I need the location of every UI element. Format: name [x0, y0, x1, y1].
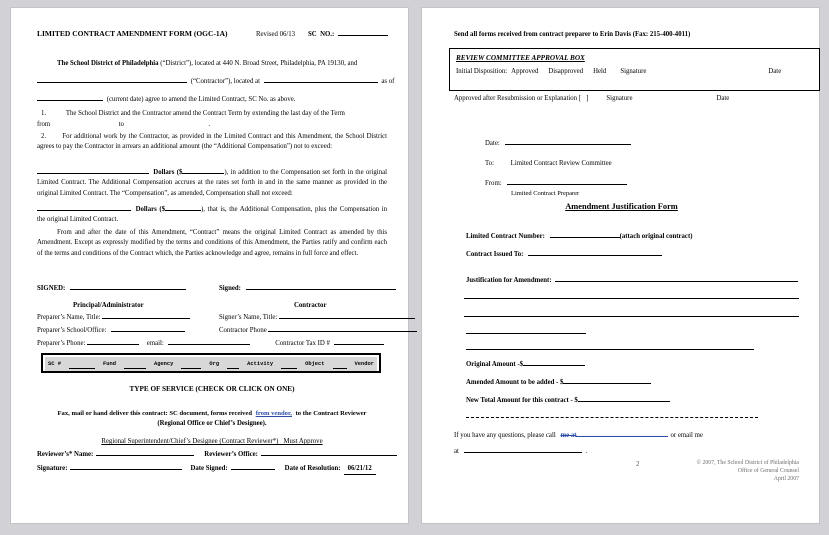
date-resolution-label: Date of Resolution: [284, 465, 341, 472]
questions-text-pre: If you have any questions, please call [454, 432, 556, 439]
dollars2-label: Dollars ($ [135, 206, 166, 213]
term-from-blank[interactable] [55, 125, 117, 126]
date-resolution-value: 06/21/12 [344, 464, 376, 475]
preparer-school-label: Preparer’s School/Office: [37, 327, 107, 334]
ratify-paragraph: From and after the date of this Amendment, “Contract” means the original Limited Contract as amended by this Amendment. Except as expressly modified by the terms and conditions of this Amendment, the Parties ratify and confirm each of the terms and conditions of the Contract which, the Parties acknowledge and agree, remains in full force and effect. [37, 229, 387, 257]
footer-office: Office of General Counsel [737, 468, 799, 475]
preparer-phone-blank[interactable] [87, 344, 139, 345]
review-signature-label: Signature [620, 68, 647, 76]
contractor-address-blank[interactable] [264, 82, 378, 83]
type-of-service-heading: TYPE OF SERVICE (CHECK OR CLICK ON ONE) [129, 385, 295, 393]
initial-disposition-label: Initial Disposition: [456, 68, 508, 76]
reviewer-signature-blank[interactable] [70, 469, 182, 470]
acct-activity-blank[interactable] [281, 368, 297, 369]
option-held[interactable]: Held [593, 68, 607, 76]
acct-fund-blank[interactable] [124, 368, 146, 369]
justification-blank-2[interactable] [464, 316, 799, 317]
acct-org-label: Org [209, 360, 220, 367]
original-amount-label: Original Amount -$ [466, 361, 524, 368]
approver-heading: Regional Superintendent/Chief’s Designee (Contract Reviewer*) Must Approve [101, 438, 323, 445]
dashed-divider [466, 417, 758, 418]
justification-blank-3[interactable] [466, 333, 586, 334]
term-to-blank[interactable] [129, 125, 207, 126]
issued-to-blank[interactable] [528, 255, 662, 256]
fax-instruction-post: to the Contract Reviewer [295, 410, 367, 417]
lcn-label: Limited Contract Number: [466, 233, 545, 240]
new-total-label: New Total Amount for this contract - $ [466, 397, 578, 404]
amended-amount-label: Amended Amount to be added - $ [466, 379, 564, 386]
reviewer-name-blank[interactable] [96, 455, 194, 456]
account-code-box [41, 353, 381, 373]
as-of: as of [381, 78, 395, 85]
page-2 [421, 7, 820, 524]
new-total-blank[interactable] [578, 401, 670, 402]
email-blank[interactable] [168, 344, 250, 345]
page-1 [10, 7, 409, 524]
contractor-mid: (“Contractor”), located at [190, 78, 260, 85]
current-date-text: (current date) agree to amend the Limited Contract, SC No. as above. [106, 96, 296, 103]
acct-sc-blank[interactable] [69, 368, 95, 369]
questions-text-post: or email me [670, 432, 703, 439]
principal-heading: Principal/Administrator [73, 302, 144, 309]
lcn-note: (attach original contract) [619, 233, 693, 240]
signer-name-blank[interactable] [279, 318, 415, 319]
review-committee-box [449, 48, 820, 91]
preparer-name-blank[interactable] [102, 318, 190, 319]
signed-right-label: Signed: [219, 285, 241, 292]
resubmission-signature-label: Signature [606, 95, 633, 102]
issued-to-label: Contract Issued To: [466, 251, 524, 258]
district-rest: (“District”), located at 440 N. Broad Street, Philadelphia, PA 19130, and [158, 60, 358, 67]
memo-from-label: From: [485, 180, 502, 187]
justification-label: Justification for Amendment: [466, 277, 552, 284]
original-amount-blank[interactable] [523, 365, 585, 366]
dollars1-after: ), in addition to the Compensation set forth in the original Limited Contract. The Additional Compensation accrues at the rates set forth in and in the same manner as provided in the original Limited Contract. The “Compensation”, as amended, Compensation shall not exceed: [37, 169, 387, 197]
memo-from-blank[interactable] [507, 184, 627, 185]
justification-blank-4[interactable] [466, 349, 754, 350]
lcn-blank[interactable] [550, 237, 620, 238]
acct-agency-label: Agency [153, 360, 174, 367]
footer [697, 459, 799, 484]
review-box-title: REVIEW COMMITTEE APPROVAL BOX [456, 54, 585, 62]
fax-instruction-pre: Fax, mail or hand deliver this contract: SC document, forms received [57, 410, 253, 417]
resubmission-date-label: Date [716, 95, 730, 102]
preparer-school-blank[interactable] [111, 331, 185, 332]
item1-period: . [208, 121, 211, 128]
acct-fund-label: Fund [102, 360, 116, 367]
item1-number: 1. [41, 110, 47, 117]
revised-label: Revised 06/13 [256, 31, 296, 38]
justification-blank-0[interactable] [555, 281, 798, 282]
send-forms-instruction: Send all forms received from contract preparer to Erin Davis (Fax: 215-400-4011) [454, 31, 691, 38]
date-signed-label: Date Signed: [190, 465, 228, 472]
item2-number: 2. [41, 133, 47, 140]
memo-to-value: Limited Contract Review Committee [510, 160, 612, 167]
reviewer-signature-label: Signature: [37, 465, 68, 472]
item2-text: For additional work by the Contractor, as provided in the Limited Contract and this Amendment, the School District agrees to pay the Contractor in arrears an additional amount (the “Additional Compensation”) not to exceed: [37, 133, 388, 151]
memo-date-label: Date: [485, 140, 500, 147]
acct-activity-label: Activity [247, 360, 274, 367]
justification-blank-1[interactable] [464, 298, 799, 299]
total-compensation-words-blank[interactable] [37, 210, 131, 211]
page-number: 2 [636, 461, 640, 468]
additional-compensation-amount-blank[interactable] [182, 173, 224, 174]
reviewer-name-label: Reviewer’s* Name: [37, 451, 94, 458]
sc-no-label: SC NO.: [308, 31, 335, 38]
current-date-blank[interactable] [37, 100, 103, 101]
contractor-phone-blank[interactable] [268, 331, 417, 332]
date-signed-blank[interactable] [231, 469, 275, 470]
memo-date-blank[interactable] [505, 144, 631, 145]
dollars1-label: Dollars ($ [153, 169, 183, 176]
item1-to: to [118, 121, 124, 128]
amended-amount-blank[interactable] [563, 383, 651, 384]
questions-phone-blank[interactable] [576, 436, 668, 437]
signed-left-label: SIGNED: [37, 285, 66, 292]
acct-org-blank[interactable] [227, 368, 239, 369]
district-name: The School District of Philadelphia [57, 60, 159, 67]
email-label: email: [146, 340, 164, 347]
acct-vendor-label: Vendor [354, 360, 374, 367]
sc-no-blank[interactable] [338, 35, 388, 36]
acct-object-blank[interactable] [333, 368, 347, 369]
questions-deleted-text: me at [560, 432, 577, 439]
review-date-label: Date [768, 68, 782, 76]
memo-from-caption: Limited Contract Preparer [511, 190, 580, 197]
dollars2-after: ), that is, the Additional Compensation, plus the Compensation in the original Limited Contract. [37, 206, 387, 224]
memo-to-label: To: [485, 160, 494, 167]
item1-text: The School District and the Contractor amend the Contract Term by extending the last day of the Term [65, 110, 345, 117]
footer-date: April 2007 [773, 476, 799, 483]
questions-email-blank[interactable] [464, 452, 582, 453]
reviewer-office-blank[interactable] [261, 455, 397, 456]
reviewer-office-label: Reviewer’s Office: [204, 451, 258, 458]
contractor-name-blank[interactable] [37, 82, 187, 83]
fax-instruction-inserted: from vendor, [255, 410, 292, 417]
tax-id-blank[interactable] [334, 344, 384, 345]
additional-compensation-words-blank[interactable] [37, 173, 149, 174]
acct-agency-blank[interactable] [181, 368, 201, 369]
acct-sc-label: SC # [48, 360, 61, 367]
questions-line2-pre: at [454, 448, 459, 455]
option-approved[interactable]: Approved [511, 68, 539, 76]
signed-right-blank[interactable] [246, 289, 396, 290]
preparer-name-label: Preparer’s Name, Title: [37, 314, 101, 321]
tax-id-label: Contractor Tax ID # [275, 340, 330, 347]
fax-instruction-line2: (Regional Office or Chief’s Designee). [157, 420, 267, 427]
total-compensation-amount-blank[interactable] [165, 210, 201, 211]
signer-name-label: Signer’s Name, Title: [219, 314, 278, 321]
signed-left-blank[interactable] [70, 289, 186, 290]
preparer-phone-label: Preparer’s Phone: [37, 340, 86, 347]
justification-form-title: Amendment Justification Form [565, 202, 678, 211]
acct-object-label: Object [305, 360, 325, 367]
questions-line2-period: . [585, 448, 588, 455]
contractor-phone-label: Contractor Phone [219, 327, 267, 334]
option-disapproved[interactable]: Disapproved [548, 68, 584, 76]
resubmission-text[interactable]: Approved after Resubmission or Explanation [ ] [454, 95, 589, 102]
form-heading: LIMITED CONTRACT AMENDMENT FORM (OGC-1A) [37, 29, 228, 38]
item1-from: from [37, 121, 51, 128]
footer-copyright: © 2007, The School District of Philadelphia [696, 460, 799, 466]
contractor-heading: Contractor [294, 302, 327, 309]
